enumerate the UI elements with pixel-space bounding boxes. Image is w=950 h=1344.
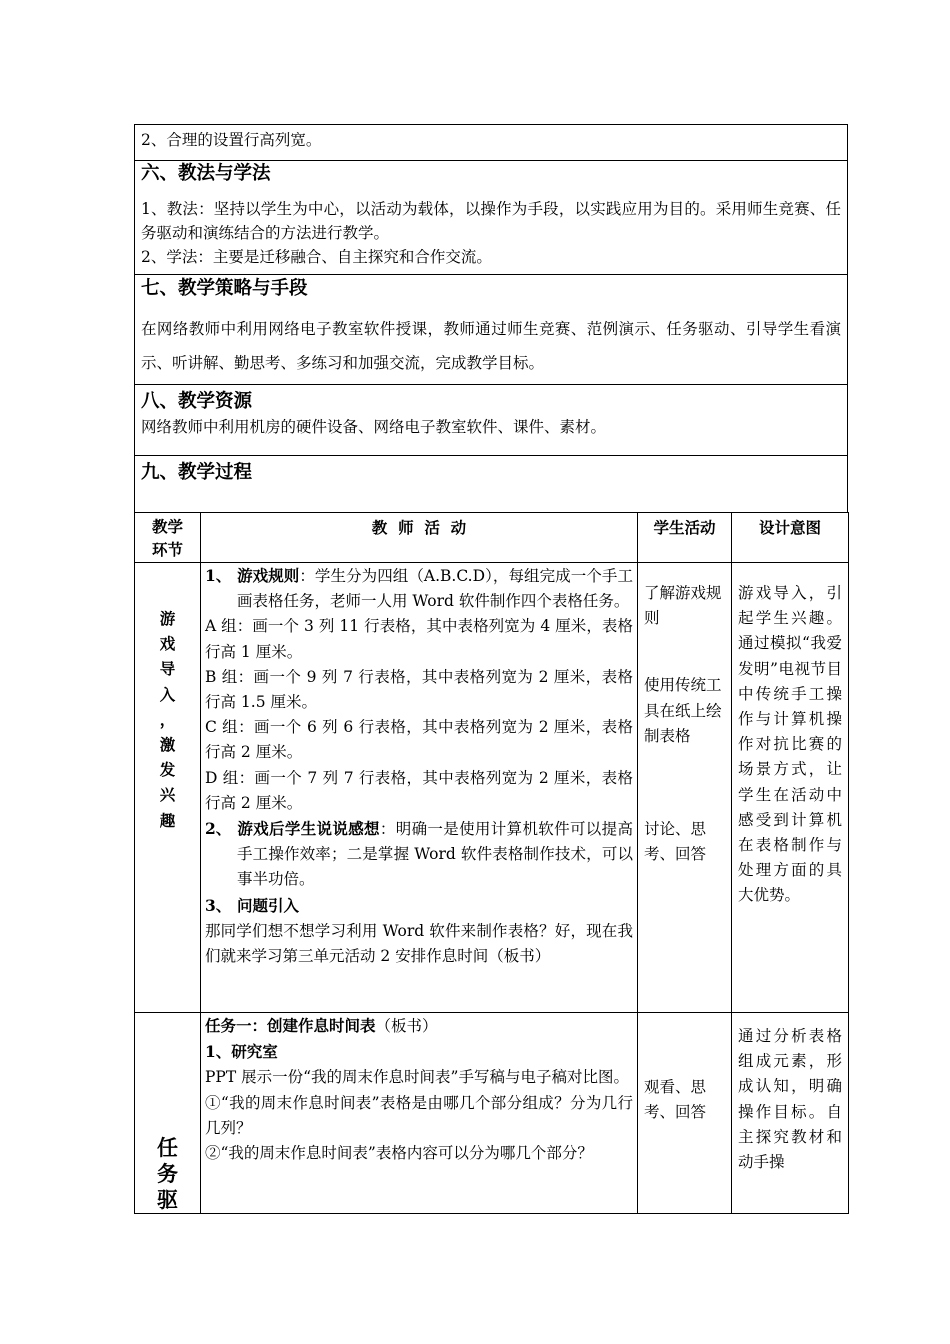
table-row bbox=[135, 563, 849, 1013]
task-title-note: （板书） bbox=[375, 1017, 438, 1035]
table-row bbox=[135, 1013, 849, 1214]
rule-label: 游戏规则 bbox=[237, 566, 300, 585]
reflection-item bbox=[205, 816, 633, 893]
stage-task-driven: 任 务 驱 bbox=[135, 1013, 201, 1214]
section-9 bbox=[134, 455, 848, 512]
sec8-title: 八、教学资源 bbox=[141, 391, 253, 412]
header-teacher-activity: 教 师 活 动 bbox=[201, 513, 638, 563]
student-activity-1: 了解游戏规则 bbox=[644, 584, 722, 628]
teacher-activity-cell bbox=[201, 1013, 638, 1214]
group-c: C 组：画一个 6 列 6 行表格，其中表格列宽为 2 厘米，表格行高 2 厘米。 bbox=[205, 718, 633, 762]
section-8 bbox=[134, 384, 848, 455]
sec7-p1: 在网络教师中利用网络电子教室软件授课，教师通过师生竞赛、范例演示、任务驱动、引导学生看演示、听讲解、勤思考、多练习和加强交流，完成教学目标。 bbox=[141, 320, 841, 372]
student-activity-3: 讨论、思考、回答 bbox=[644, 820, 707, 864]
student-activity-watch: 观看、思考、回答 bbox=[644, 1078, 707, 1122]
design-intent-cell bbox=[732, 563, 849, 1013]
question-text: 那同学们想不想学习利用 Word 软件来制作表格？好，现在我们就来学习第三单元活动 2 安排作息时间（板书） bbox=[205, 921, 633, 966]
question-label: 问题引入 bbox=[237, 895, 300, 915]
sec6-p1: 1、教法：坚持以学生为中心，以活动为载体，以操作为手段，以实践应用为目的。采用师生竞赛、任务驱动和演练结合的方法进行教学。 bbox=[141, 200, 841, 242]
group-d: D 组：画一个 7 列 7 行表格，其中表格列宽为 2 厘米，表格行高 2 厘米。 bbox=[205, 768, 633, 812]
stage-game-intro: 游 戏 导 入 ， 激 发 兴 趣 bbox=[135, 563, 201, 1013]
section-7 bbox=[134, 274, 848, 384]
ppt-line: PPT 展示一份“我的周末作息时间表”手写稿与电子稿对比图。 bbox=[205, 1068, 629, 1087]
group-a: A 组：画一个 3 列 11 行表格，其中表格列宽为 4 厘米，表格行高 1 厘米。 bbox=[205, 617, 633, 661]
reflection-text: ：明确一是使用计算机软件可以提高手工操作效率；二是掌握 Word 软件表格制作技术，可以事半功倍。 bbox=[237, 820, 633, 889]
reflection-number: 2、 bbox=[205, 819, 232, 839]
question-item bbox=[205, 893, 633, 919]
document-page bbox=[134, 124, 848, 1214]
design-intent-text: 游戏导入，引起学生兴趣。通过模拟“我爱发明”电视节目中传统手工操作与计算机操作对抗比赛的场景方式，让学生在活动中感受到计算机在表格制作与处理方面的具大优势。 bbox=[738, 584, 842, 905]
header-student-activity: 学生活动 bbox=[638, 513, 732, 563]
header-stage: 教学 环节 bbox=[135, 513, 201, 563]
student-activity-cell bbox=[638, 563, 732, 1013]
teacher-activity-cell bbox=[201, 563, 638, 1013]
design-intent-text: 通过分析表格组成元素，形成认知，明确操作目标。自主探究教材和动手操 bbox=[738, 1027, 842, 1172]
question-1: ①“我的周末作息时间表”表格是由哪几个部分组成？分为几行几列？ bbox=[205, 1093, 633, 1137]
task-title-bold: 任务一：创建作息时间表 bbox=[205, 1016, 376, 1035]
sec7-title: 七、教学策略与手段 bbox=[141, 278, 308, 299]
teaching-process-table bbox=[134, 512, 849, 1214]
sec9-title: 九、教学过程 bbox=[141, 462, 253, 483]
sec6-title: 六、教法与学法 bbox=[141, 163, 271, 184]
reflection-label: 游戏后学生说说感想 bbox=[237, 819, 380, 839]
section-6 bbox=[134, 160, 848, 274]
question-number: 3、 bbox=[205, 895, 232, 915]
table-header-row bbox=[135, 513, 849, 563]
sec8-p1: 网络教师中利用机房的硬件设备、网络电子教室软件、课件、素材。 bbox=[141, 418, 607, 436]
rule-item bbox=[205, 563, 633, 614]
rule-number: 1、 bbox=[205, 566, 232, 585]
research-room: 1、研究室 bbox=[205, 1042, 278, 1062]
student-activity-cell bbox=[638, 1013, 732, 1214]
header-design-intent: 设计意图 bbox=[732, 513, 849, 563]
sec5-item-2: 2、合理的设置行高列宽。 bbox=[141, 131, 322, 149]
task-title bbox=[205, 1013, 633, 1039]
sec6-p2: 2、学法：主要是迁移融合、自主探究和合作交流。 bbox=[141, 248, 492, 266]
group-b: B 组：画一个 9 列 7 行表格，其中表格列宽为 2 厘米，表格行高 1.5 厘米。 bbox=[205, 667, 633, 712]
student-activity-2: 使用传统工具在纸上绘制表格 bbox=[644, 676, 722, 745]
design-intent-cell bbox=[732, 1013, 849, 1214]
rule-text: ：学生分为四组（A.B.C.D），每组完成一个手工画表格任务，老师一人用 Word 软件制作四个表格任务。 bbox=[237, 567, 633, 611]
section-5-tail bbox=[134, 124, 848, 160]
question-2: ②“我的周末作息时间表”表格内容可以分为哪几个部分？ bbox=[205, 1144, 593, 1163]
